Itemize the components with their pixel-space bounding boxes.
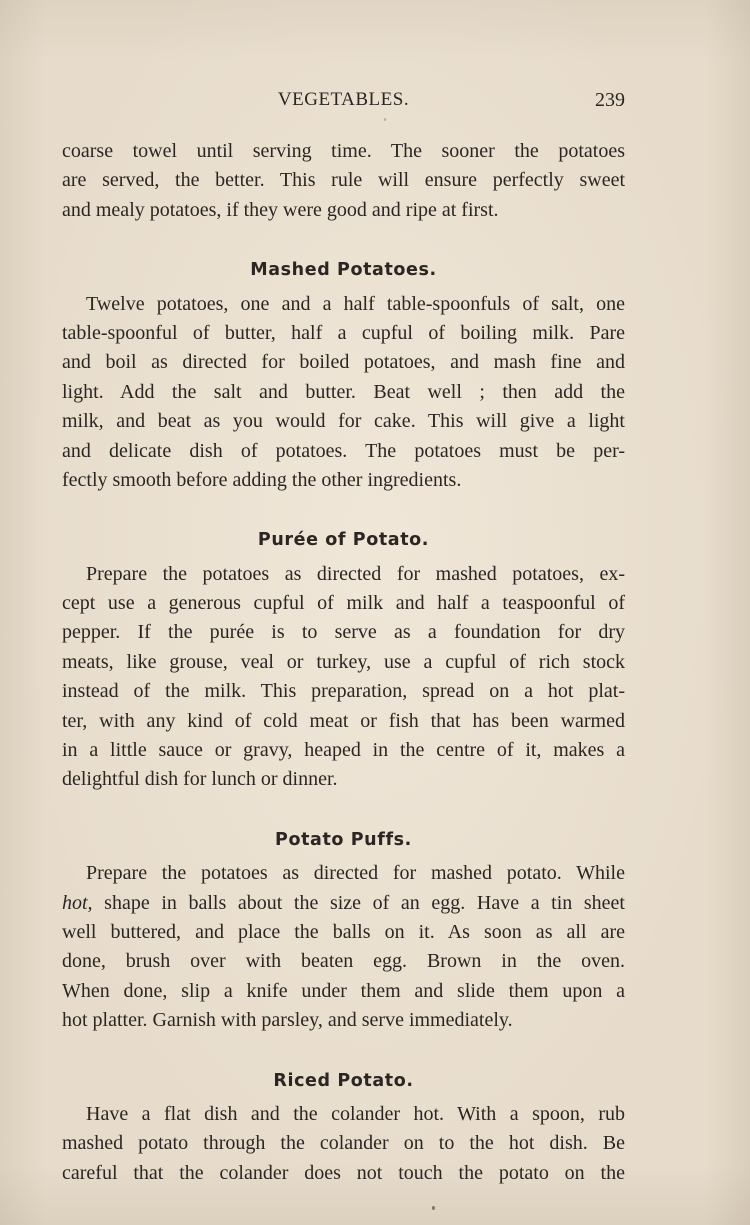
text-line: delightful dish for lunch or dinner. [62, 768, 338, 791]
text-line: Twelve potatoes, one and a half table-spoonfuls of salt, one [86, 292, 625, 315]
text-line: milk, and beat as you would for cake. This will give a light [62, 410, 625, 433]
text-line-with-italic [62, 889, 625, 918]
text-line: cept use a generous cupful of milk and half a teaspoonful of [62, 592, 625, 615]
running-title: VEGETABLES. [277, 89, 410, 110]
italic-word: hot, [62, 891, 93, 914]
text-line: Have a flat dish and the colander hot. With a spoon, rub [86, 1102, 625, 1125]
text-line: mashed potato through the colander on to the hot dish. Be [62, 1132, 625, 1155]
text-line: fectly smooth before adding the other ingredients. [62, 468, 462, 491]
text-line: meats, like grouse, veal or turkey, use a cupful of rich stock [62, 650, 625, 673]
page-body [62, 137, 625, 1188]
text-line: coarse towel until serving time. The sooner the potatoes [62, 140, 625, 162]
intro-paragraph [62, 137, 625, 225]
text-line: done, brush over with beaten egg. Brown in the oven. [62, 950, 625, 973]
section-heading-puree-of-potato: Purée of Potato. [257, 530, 430, 551]
text-line: careful that the colander does not touch the potato on the [62, 1161, 625, 1184]
page-header [62, 86, 625, 114]
text-line: light. Add the salt and butter. Beat well ; then add the [62, 380, 625, 403]
recipe-paragraph-mashed-potatoes [62, 290, 625, 496]
text-line: well buttered, and place the balls on it. As soon as all are [62, 920, 625, 943]
recipe-paragraph-potato-puffs [62, 859, 625, 1035]
text-line: When done, slip a knife under them and slide them upon a [62, 979, 625, 1002]
text-line: hot platter. Garnish with parsley, and serve immediately. [62, 1009, 513, 1032]
section-heading-potato-puffs: Potato Puffs. [275, 829, 412, 850]
text-line: table-spoonful of butter, half a cupful of boiling milk. Pare [62, 321, 625, 344]
recipe-paragraph-riced-potato [62, 1100, 625, 1188]
text-line: and delicate dish of potatoes. The potatoes must be per- [62, 439, 625, 462]
text-line: pepper. If the purée is to serve as a foundation for dry [62, 621, 625, 644]
text-line: in a little sauce or gravy, heaped in the centre of it, makes a [62, 739, 625, 762]
ink-speck [384, 118, 386, 121]
text-line: instead of the milk. This preparation, spread on a hot plat- [62, 680, 625, 703]
text-line: ter, with any kind of cold meat or fish that has been warmed [62, 709, 625, 732]
text-line: and boil as directed for boiled potatoes, and mash fine and [62, 351, 625, 374]
page-number: 239 [595, 89, 625, 111]
text-line: are served, the better. This rule will ensure perfectly sweet [62, 169, 625, 192]
section-heading-mashed-potatoes: Mashed Potatoes. [250, 260, 437, 281]
text-line: Prepare the potatoes as directed for mashed potato. While [86, 862, 625, 885]
section-heading-riced-potato: Riced Potato. [273, 1070, 414, 1091]
text-line: Prepare the potatoes as directed for mashed potatoes, ex- [86, 562, 625, 585]
text-line: and mealy potatoes, if they were good and ripe at first. [62, 198, 499, 221]
ink-speck [432, 1206, 435, 1210]
text-fragment: shape in balls about the size of an egg. Have a tin sheet [92, 891, 625, 914]
recipe-paragraph-puree-of-potato [62, 560, 625, 795]
